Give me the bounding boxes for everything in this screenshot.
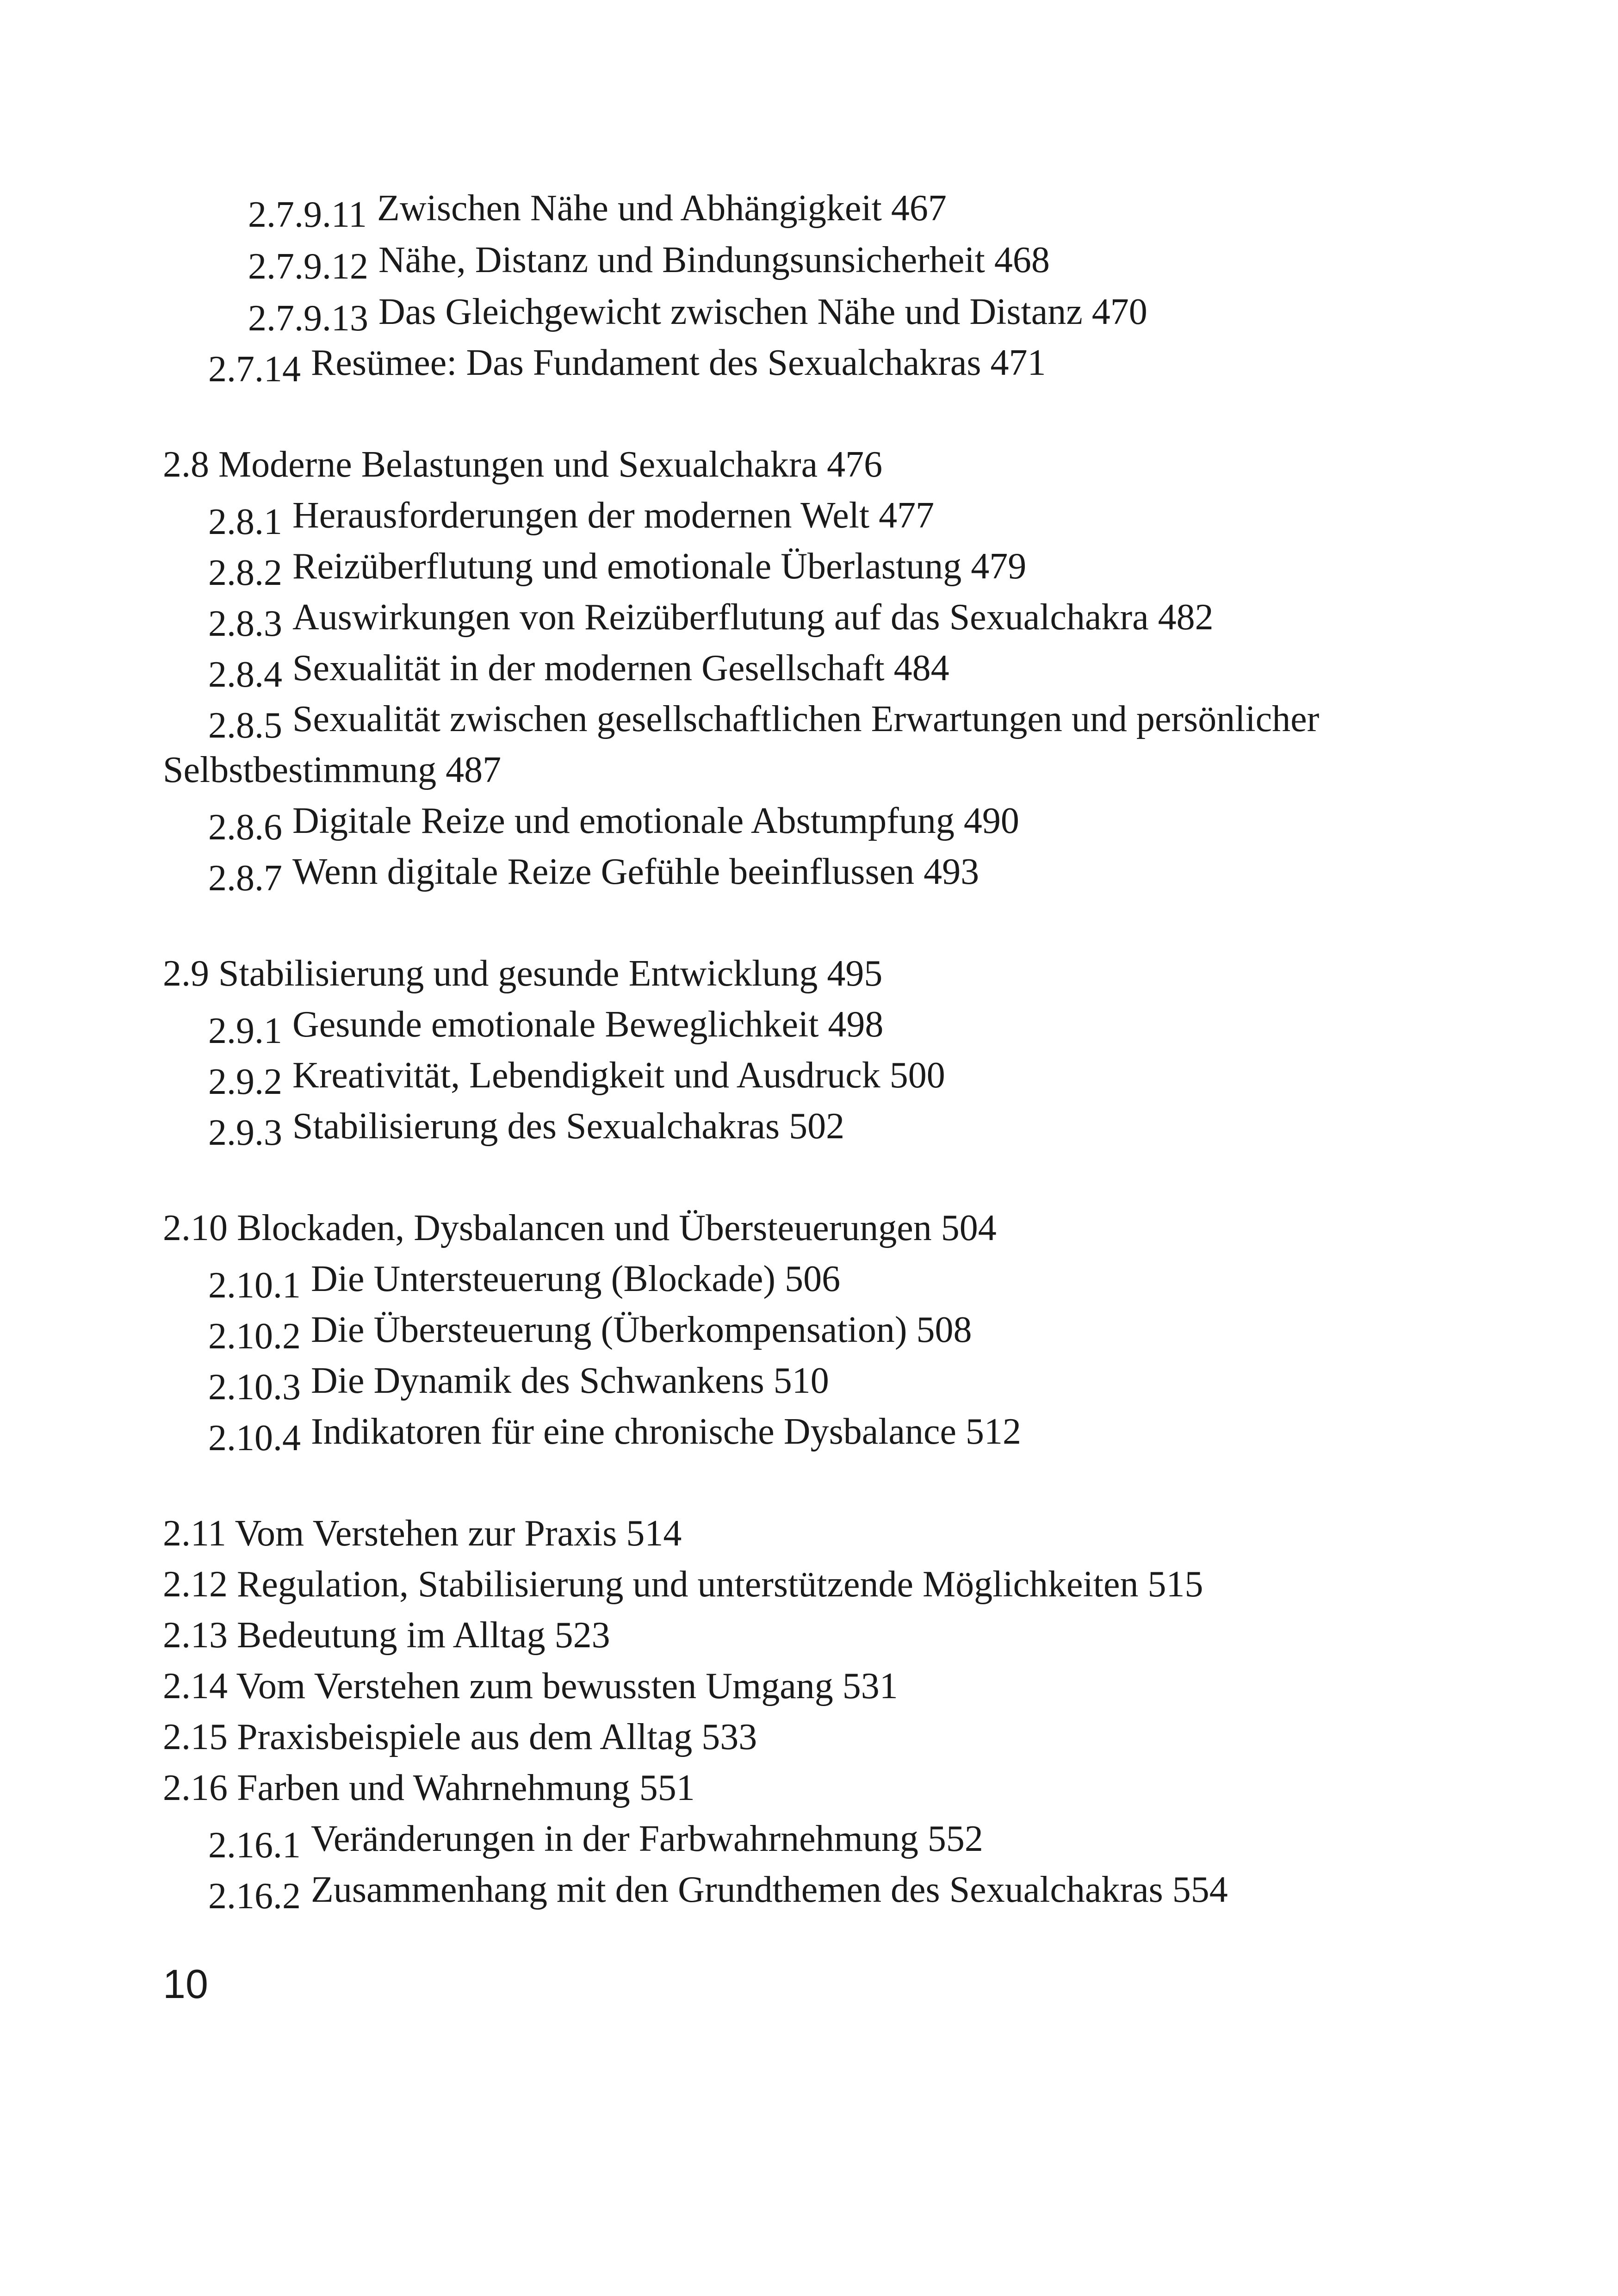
toc-entry [208,1104,845,1153]
toc-entry [248,290,1147,339]
toc-entry-text: 2.16 Farben und Wahrnehmung 551 [163,1768,695,1808]
toc-entry-number: 2.8.7 [208,858,282,899]
toc-entry [208,799,1019,848]
toc-entry [208,544,1027,593]
toc-entry-text: Resümee: Das Fundament des Sexualchakras 471 [311,342,1046,383]
toc-section-heading [163,1511,682,1556]
toc-entry-text: Auswirkungen von Reizüberflutung auf das Sexualchakra 482 [292,597,1214,638]
toc-entry-number: 2.8.4 [208,654,282,695]
toc-entry-text: Das Gleichgewicht zwischen Nähe und Distanz 470 [378,292,1147,332]
toc-section-heading [163,1664,898,1708]
toc-entry [208,1868,1228,1917]
toc-section-heading [163,1613,610,1657]
toc-entry-text: Sexualität zwischen gesellschaftlichen Erwartungen und persönlicher [292,699,1320,739]
toc-entry-number: 2.10.4 [208,1418,301,1458]
toc-section-heading [163,1766,695,1810]
toc-entry-number: 2.7.14 [208,349,301,390]
toc-entry-text: Die Untersteuerung (Blockade) 506 [311,1259,841,1299]
toc-section-heading [163,1206,997,1250]
toc-entry-text: 2.15 Praxisbeispiele aus dem Alltag 533 [163,1717,757,1757]
toc-entry-text: Nähe, Distanz und Bindungsunsicherheit 468 [378,240,1050,280]
toc-entry-text: Indikatoren für eine chronische Dysbalance 512 [311,1411,1021,1452]
toc-entry-number: 2.8.5 [208,705,282,746]
toc-entry-text: Reizüberflutung und emotionale Überlastung 479 [292,546,1027,587]
toc-entry-text: 2.11 Vom Verstehen zur Praxis 514 [163,1513,682,1554]
toc-entry-number: 2.7.9.11 [248,194,367,235]
toc-entry [208,1359,829,1408]
toc-entry [248,186,947,235]
toc-entry-number: 2.7.9.12 [248,246,368,287]
toc-entry-number: 2.7.9.13 [248,298,368,339]
toc-entry-number: 2.9.3 [208,1112,282,1153]
toc-entry-continuation [163,748,501,792]
toc-entry-text: Zusammenhang mit den Grundthemen des Sexualchakras 554 [311,1869,1228,1910]
toc-section-heading [163,1715,757,1759]
toc-entry-number: 2.9.2 [208,1061,282,1102]
toc-entry [248,238,1050,287]
toc-entry-text: Herausforderungen der modernen Welt 477 [292,495,935,536]
toc-section-heading [163,951,882,996]
toc-entry-text: Wenn digitale Reize Gefühle beeinflussen 493 [292,851,979,892]
toc-entry [208,1257,841,1306]
toc-entry-text: 2.10 Blockaden, Dysbalancen und Übersteuerungen 504 [163,1208,997,1248]
toc-entry-number: 2.8.2 [208,552,282,593]
toc-entry-number: 2.16.2 [208,1876,301,1917]
toc-entry-text: 2.9 Stabilisierung und gesunde Entwicklung 495 [163,953,883,994]
toc-entry [208,1409,1021,1458]
toc-entry-number: 2.16.1 [208,1825,301,1866]
toc-entry-number: 2.10.3 [208,1367,301,1408]
toc-entry-number: 2.8.1 [208,502,282,542]
toc-entry-text: Digitale Reize und emotionale Abstumpfung 490 [292,800,1019,841]
toc-entry-text: Zwischen Nähe und Abhängigkeit 467 [377,188,947,229]
toc-entry-text: 2.8 Moderne Belastungen und Sexualchakra 476 [163,444,883,485]
toc-entry [208,595,1214,644]
toc-entry-number: 2.8.6 [208,807,282,848]
toc-section-heading [163,442,882,487]
toc-entry-text: Selbstbestimmung 487 [163,750,502,790]
toc-entry-text: Die Übersteuerung (Überkompensation) 508 [311,1309,972,1350]
toc-entry-number: 2.8.3 [208,603,282,644]
toc-entry-text: Kreativität, Lebendigkeit und Ausdruck 500 [292,1055,945,1096]
toc-entry-text: Sexualität in der modernen Gesellschaft 484 [292,648,949,689]
toc-entry-number: 2.10.2 [208,1316,301,1357]
page-number: 10 [163,1961,208,2007]
toc-entry-text: Veränderungen in der Farbwahrnehmung 552 [311,1818,983,1859]
toc-entry-text: 2.14 Vom Verstehen zum bewussten Umgang 531 [163,1666,898,1706]
toc-entry [208,493,935,542]
toc-entry [208,850,979,899]
toc-entry-text: 2.13 Bedeutung im Alltag 523 [163,1615,610,1656]
toc-entry [208,341,1046,390]
toc-entry-number: 2.10.1 [208,1265,301,1306]
toc-entry-text: 2.12 Regulation, Stabilisierung und unterstützende Möglichkeiten 515 [163,1564,1203,1605]
toc-entry [208,1817,983,1866]
toc-entry [208,1002,884,1051]
toc-section-heading [163,1562,1203,1607]
toc-entry [208,1308,972,1357]
toc-entry-text: Stabilisierung des Sexualchakras 502 [292,1106,845,1147]
toc-entry-text: Die Dynamik des Schwankens 510 [311,1360,829,1401]
toc-entry-number: 2.9.1 [208,1011,282,1051]
toc-entry-text: Gesunde emotionale Beweglichkeit 498 [292,1004,884,1045]
toc-entry [208,646,949,695]
toc-entry [208,1053,945,1102]
toc-entry [208,697,1320,746]
